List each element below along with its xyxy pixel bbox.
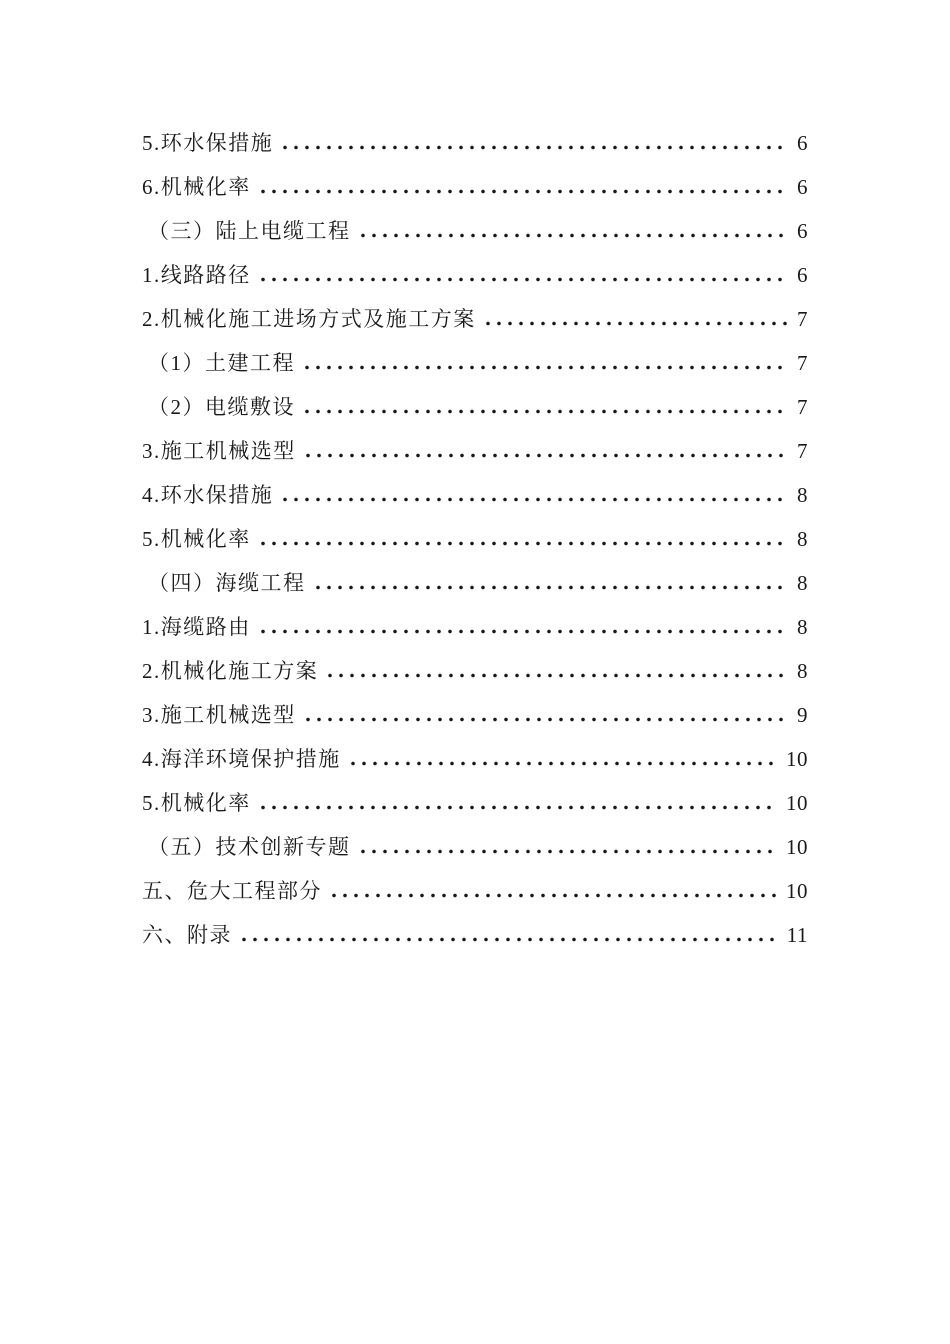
toc-entry[interactable]	[142, 165, 808, 209]
toc-entry-label: 3.施工机械选型	[142, 439, 296, 463]
toc-entry-label: 4.海洋环境保护措施	[142, 747, 341, 771]
toc-entry[interactable]	[142, 649, 808, 693]
toc-entry[interactable]	[142, 121, 808, 165]
toc-entry-page-number: 7	[797, 395, 808, 419]
toc-entry-page-number: 10	[786, 791, 808, 815]
dot-leader	[261, 277, 788, 282]
dot-leader	[328, 673, 788, 678]
toc-entry-label: 2.机械化施工进场方式及施工方案	[142, 307, 476, 331]
toc-entry[interactable]	[142, 473, 808, 517]
dot-leader	[306, 717, 788, 722]
toc-entry-label: 4.环水保措施	[142, 483, 274, 507]
toc-entry-label: 1.线路路径	[142, 263, 251, 287]
toc-entry-label: 五、危大工程部分	[142, 879, 322, 903]
toc-entry-page-number: 7	[797, 439, 808, 463]
dot-leader	[283, 497, 788, 502]
toc-entry-label: （四）海缆工程	[148, 571, 306, 595]
dot-leader	[316, 585, 789, 590]
toc-entry[interactable]	[142, 297, 808, 341]
toc-entry-label: 1.海缆路由	[142, 615, 251, 639]
toc-entry[interactable]	[142, 385, 808, 429]
toc-entry-label: 5.机械化率	[142, 791, 251, 815]
toc-entry-label: 5.环水保措施	[142, 131, 274, 155]
toc-entry[interactable]	[142, 341, 808, 385]
toc-entry-page-number: 8	[797, 483, 808, 507]
toc-entry-page-number: 11	[786, 923, 808, 947]
dot-leader	[486, 321, 788, 326]
toc-entry-label: （三）陆上电缆工程	[148, 219, 351, 243]
toc-entry-page-number: 6	[797, 131, 808, 155]
toc-entry-label: （1）土建工程	[148, 351, 295, 375]
toc-entry-label: 六、附录	[142, 923, 232, 947]
toc-entry-label: （2）电缆敷设	[148, 395, 295, 419]
toc-entry[interactable]	[142, 737, 808, 781]
toc-entry-page-number: 8	[797, 571, 808, 595]
toc-entry-label: 3.施工机械选型	[142, 703, 296, 727]
toc-entry-label: 2.机械化施工方案	[142, 659, 319, 683]
toc-entry[interactable]	[142, 781, 808, 825]
toc-entry-page-number: 7	[797, 307, 808, 331]
dot-leader	[305, 365, 788, 370]
toc-entry-page-number: 7	[797, 351, 808, 375]
toc-entry[interactable]	[142, 869, 808, 913]
toc-entry[interactable]	[142, 429, 808, 473]
toc-entry-page-number: 9	[797, 703, 808, 727]
toc-entry[interactable]	[142, 693, 808, 737]
toc-entry[interactable]	[142, 517, 808, 561]
toc-entry-page-number: 8	[797, 527, 808, 551]
toc-entry[interactable]	[142, 825, 808, 869]
toc-entry-label: 5.机械化率	[142, 527, 251, 551]
dot-leader	[361, 849, 778, 854]
toc-entry-page-number: 6	[797, 219, 808, 243]
dot-leader	[242, 937, 778, 942]
toc-entry-page-number: 6	[797, 175, 808, 199]
toc-entry-page-number: 6	[797, 263, 808, 287]
toc-entry-page-number: 10	[786, 879, 808, 903]
toc-entry-page-number: 10	[786, 747, 808, 771]
dot-leader	[261, 541, 788, 546]
toc-entry[interactable]	[142, 253, 808, 297]
toc-entry-page-number: 8	[797, 615, 808, 639]
dot-leader	[283, 145, 788, 150]
dot-leader	[361, 233, 789, 238]
toc-entry-label: （五）技术创新专题	[148, 835, 351, 859]
table-of-contents	[142, 121, 808, 957]
dot-leader	[261, 629, 788, 634]
dot-leader	[261, 805, 777, 810]
dot-leader	[351, 761, 777, 766]
dot-leader	[306, 453, 788, 458]
toc-entry-label: 6.机械化率	[142, 175, 251, 199]
dot-leader	[305, 409, 788, 414]
toc-entry[interactable]	[142, 209, 808, 253]
toc-entry[interactable]	[142, 913, 808, 957]
toc-entry-page-number: 10	[786, 835, 808, 859]
toc-entry-page-number: 8	[797, 659, 808, 683]
toc-entry[interactable]	[142, 605, 808, 649]
toc-entry[interactable]	[142, 561, 808, 605]
dot-leader	[332, 893, 777, 898]
dot-leader	[261, 189, 788, 194]
